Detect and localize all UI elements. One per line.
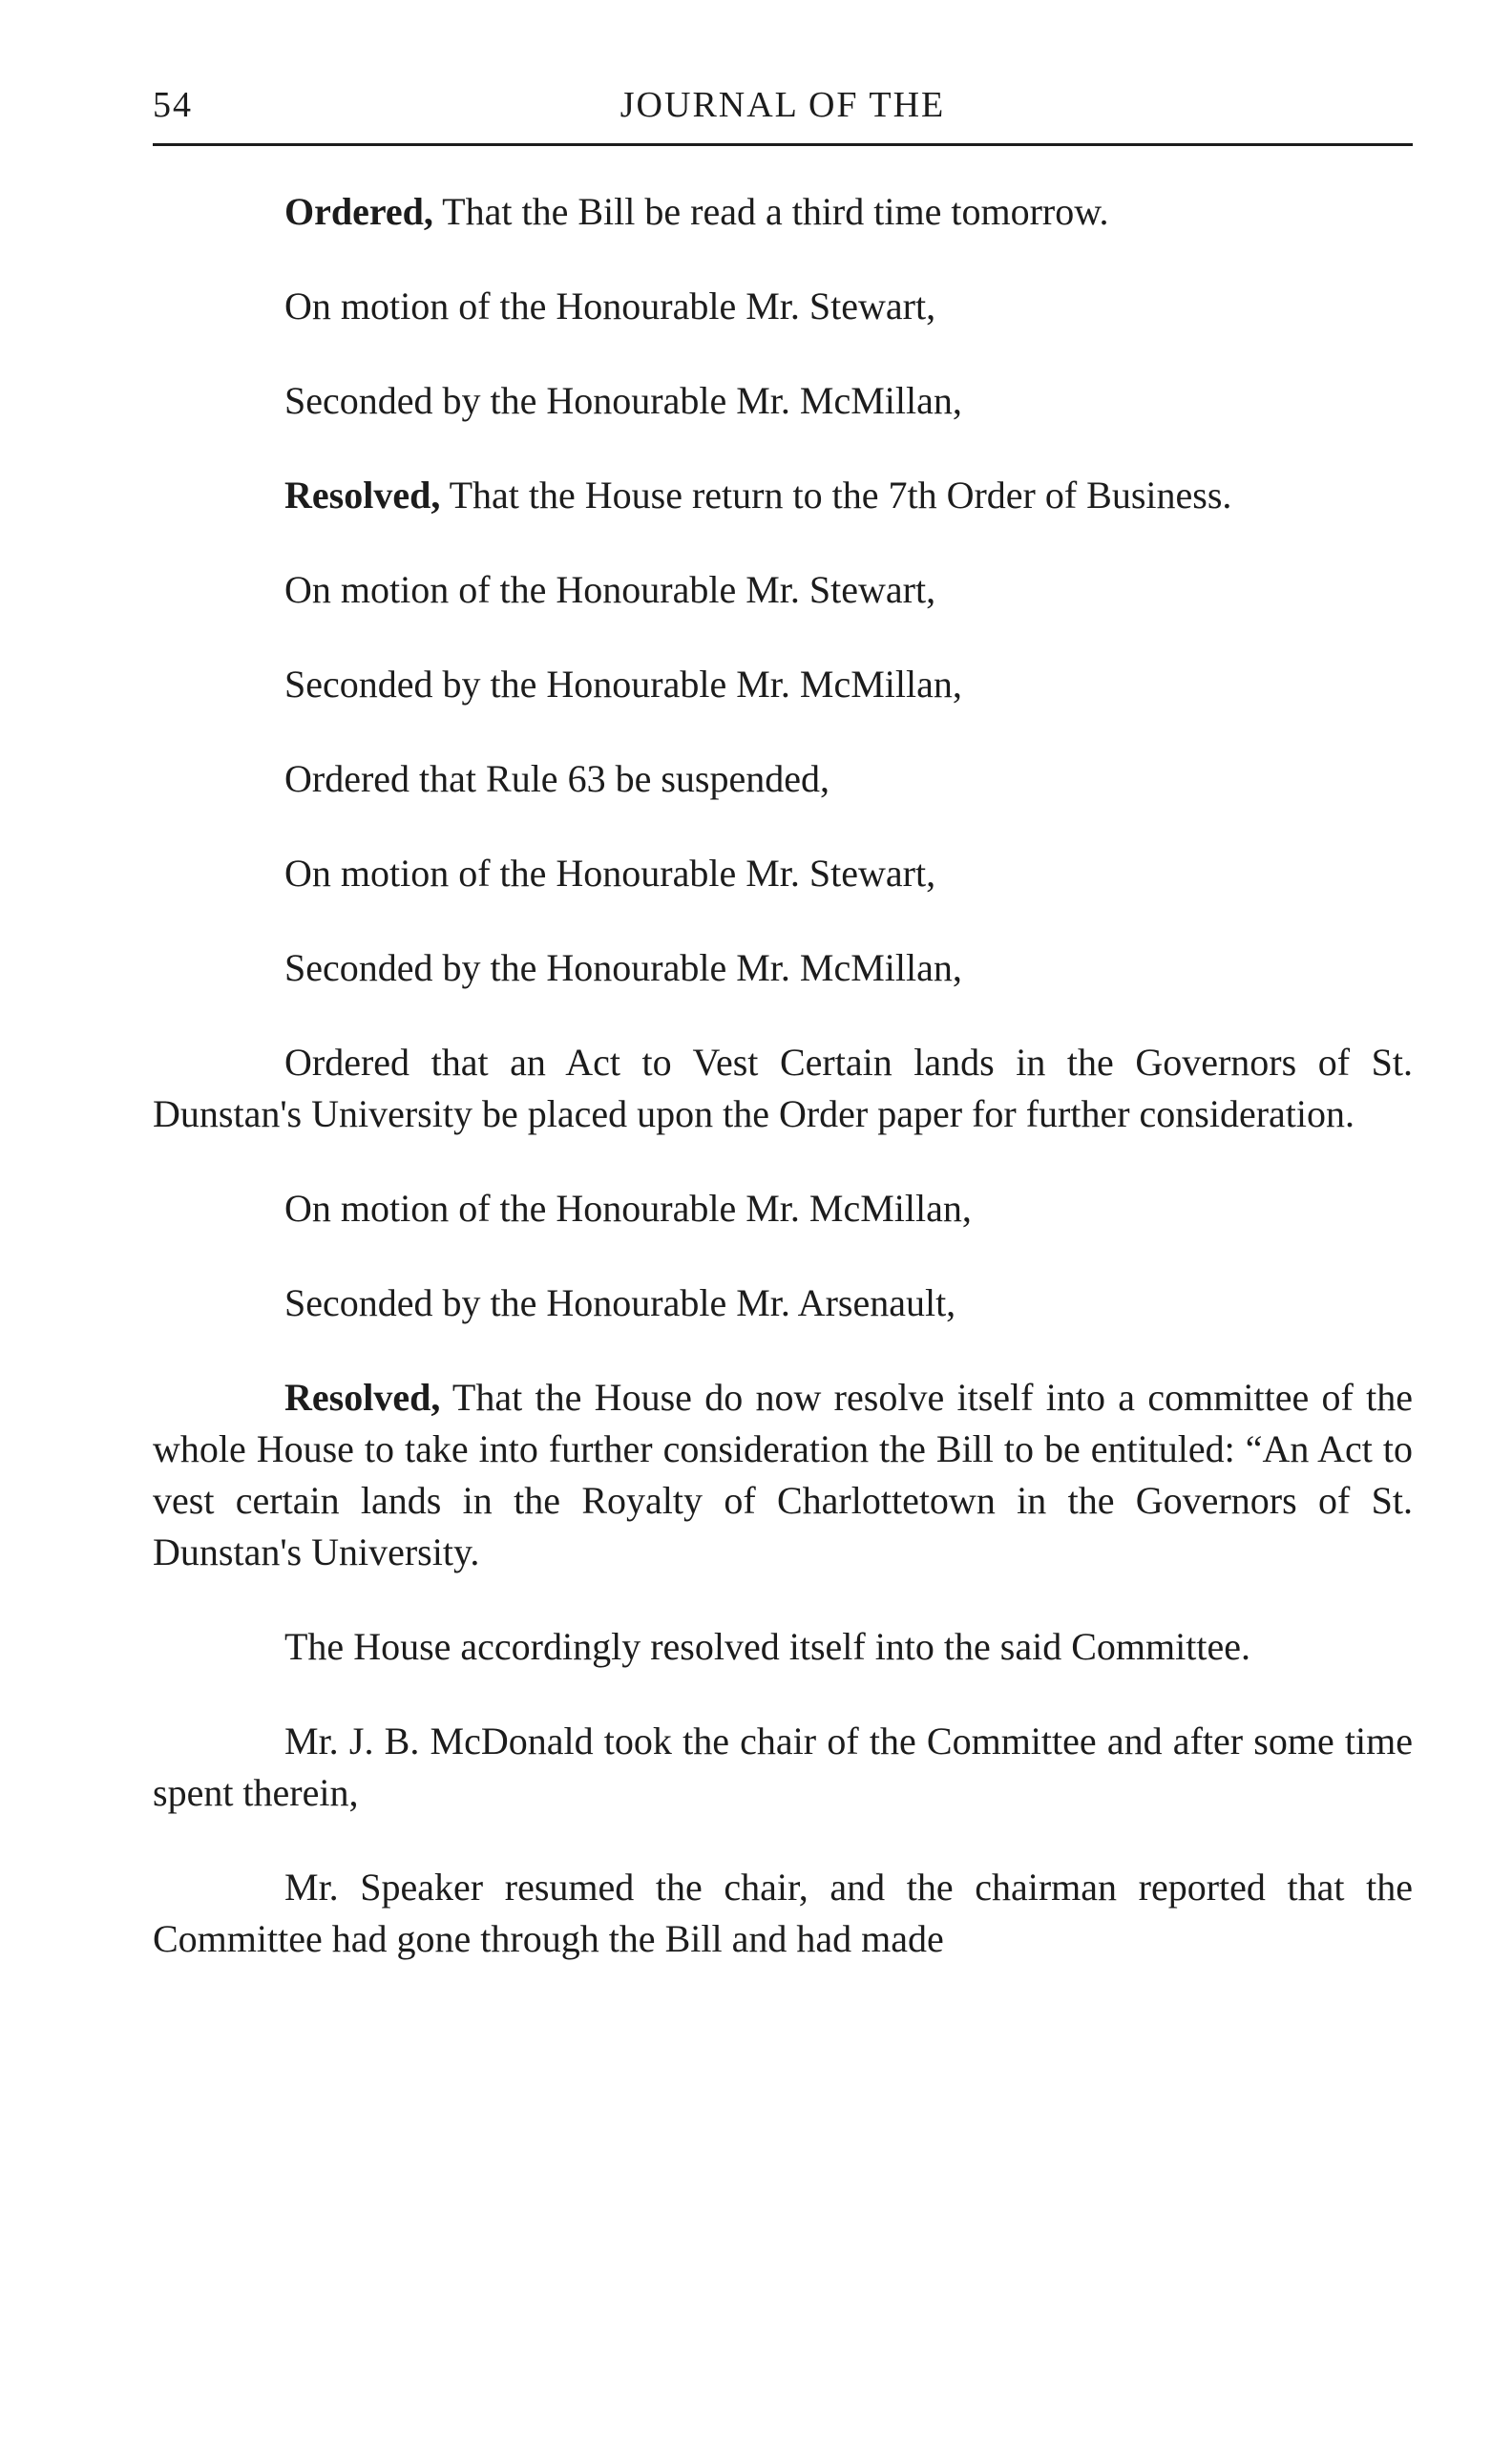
paragraph-text: The House accordingly resolved itself into the said Committee.: [284, 1625, 1250, 1668]
paragraph-text: Ordered that an Act to Vest Certain lands in the Governors of St. Dunstan's University be placed upon the Order paper for further consideration.: [153, 1041, 1413, 1135]
paragraph: [153, 281, 1413, 332]
paragraph: [153, 848, 1413, 899]
journal-body: [153, 186, 1413, 2008]
header-rule: [153, 143, 1413, 146]
paragraph: [153, 1862, 1413, 1965]
paragraph-text: That the House do now resolve itself into a committee of the whole House to take into further consideration the Bill to be entituled: “An Act to vest certain lands in the Royalty of Charlottetown in the Governors of St. Dunstan's University.: [153, 1376, 1413, 1573]
paragraph-text: On motion of the Honourable Mr. McMillan,: [284, 1187, 972, 1230]
paragraph-text: Seconded by the Honourable Mr. McMillan,: [284, 379, 962, 422]
paragraph: [153, 753, 1413, 805]
paragraph-text: Seconded by the Honourable Mr. McMillan,: [284, 946, 962, 989]
paragraph: [153, 375, 1413, 427]
paragraph-text: Mr. Speaker resumed the chair, and the chairman reported that the Committee had gone through the Bill and had made: [153, 1866, 1413, 1960]
paragraph: [153, 659, 1413, 710]
paragraph-lead: Resolved,: [284, 1376, 441, 1419]
paragraph-text: That the Bill be read a third time tomorrow.: [432, 190, 1109, 233]
paragraph-text: On motion of the Honourable Mr. Stewart,: [284, 852, 936, 895]
paragraph: [153, 1716, 1413, 1819]
paragraph-lead: Resolved,: [284, 474, 441, 517]
paragraph-text: On motion of the Honourable Mr. Stewart,: [284, 568, 936, 611]
paragraph: [153, 942, 1413, 994]
paragraph: [153, 470, 1413, 521]
paragraph: [153, 1037, 1413, 1140]
paragraph-text: Seconded by the Honourable Mr. McMillan,: [284, 663, 962, 706]
paragraph: [153, 564, 1413, 616]
paragraph: [153, 1277, 1413, 1329]
page-number: 54: [153, 85, 193, 125]
paragraph-lead: Ordered,: [284, 190, 433, 233]
running-head: JOURNAL OF THE: [620, 85, 946, 125]
page-header: [153, 84, 1413, 137]
paragraph-text: That the House return to the 7th Order of Business.: [440, 474, 1232, 517]
paragraph: [153, 1372, 1413, 1578]
paragraph: [153, 1621, 1413, 1673]
paragraph: [153, 186, 1413, 238]
paragraph-text: Seconded by the Honourable Mr. Arsenault,: [284, 1281, 956, 1324]
paragraph-text: Mr. J. B. McDonald took the chair of the Committee and after some time spent therein,: [153, 1720, 1413, 1814]
paragraph-text: Ordered that Rule 63 be suspended,: [284, 757, 830, 800]
paragraph-text: On motion of the Honourable Mr. Stewart,: [284, 285, 936, 327]
paragraph: [153, 1183, 1413, 1235]
